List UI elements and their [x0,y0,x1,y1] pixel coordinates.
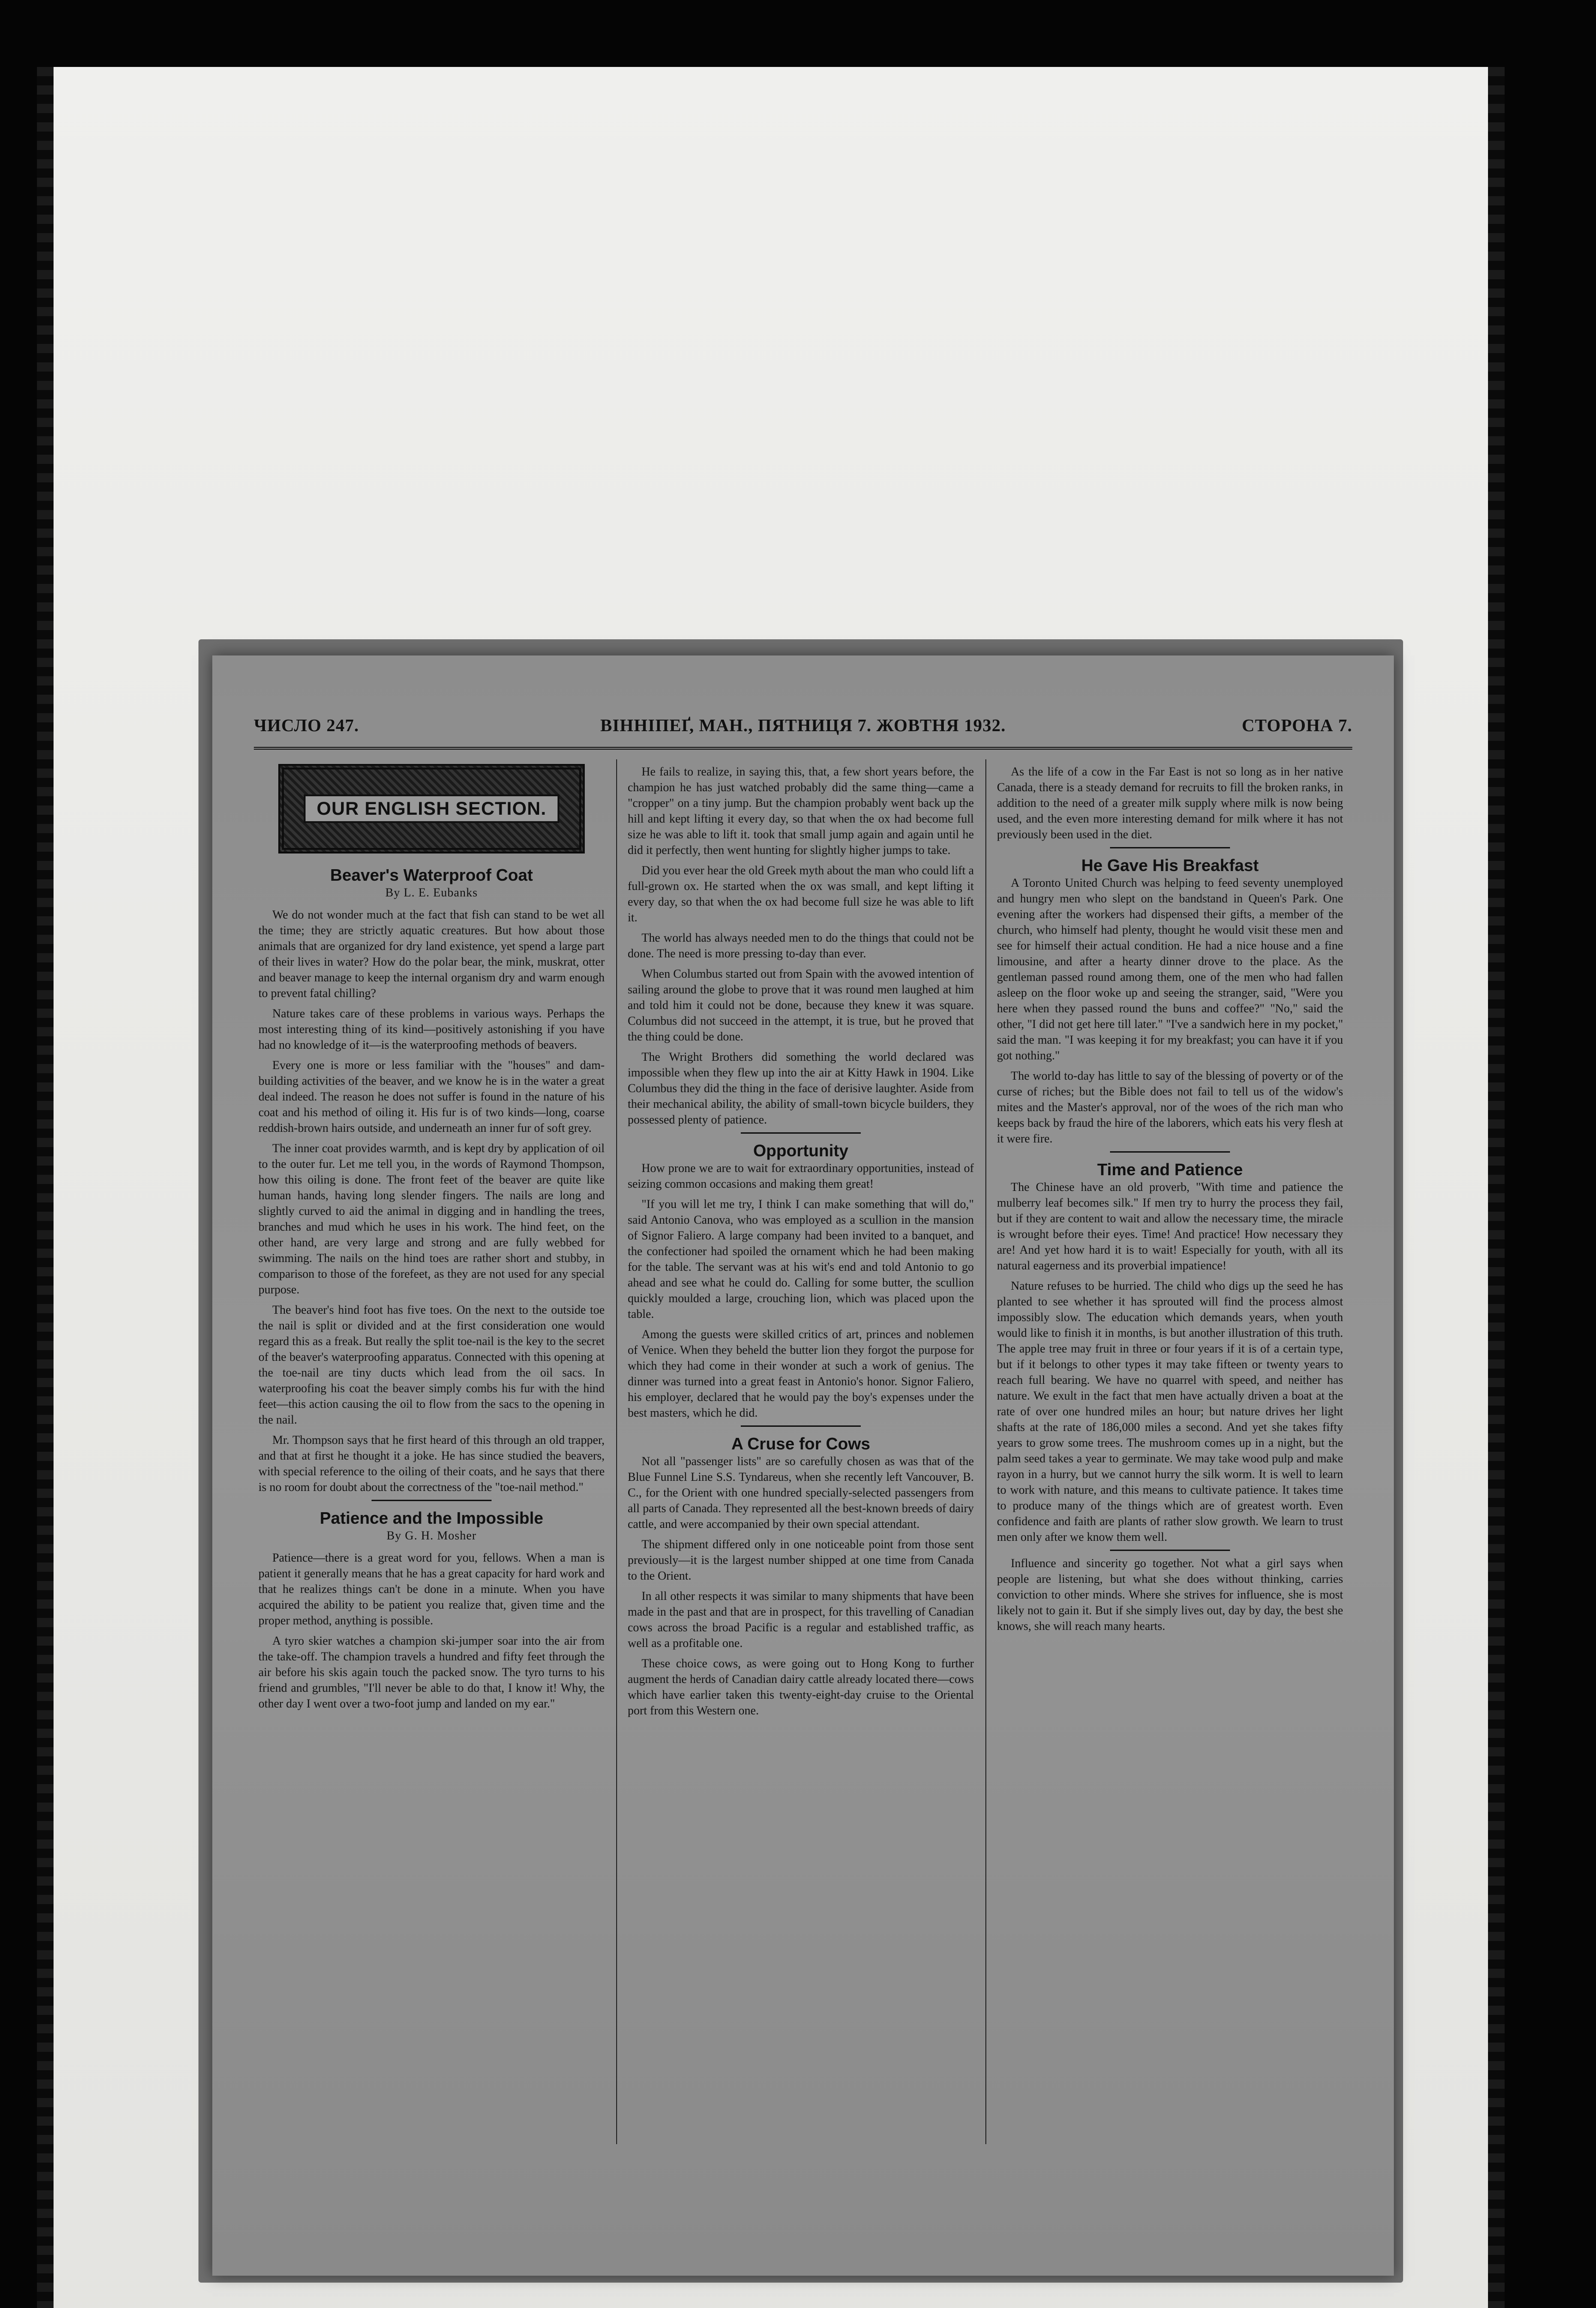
paragraph: These choice cows, as were going out to Hong Kong to further augment the herds of Canadian dairy cattle already located there—cows which have earlier taken this twenty-eight-day cruise to the Oriental port from this Western one. [628,1657,974,1717]
paragraph: Influence and sincerity go together. Not what a girl says when people are listening, but what she does without thinking, carries conviction to other minds. Where she strives for influence, she is most likely not to gain it. But if she simply lives out, day by day, the best she knows, she will reach many hearts. [997,1557,1343,1633]
paragraph: As the life of a cow in the Far East is not so long as in her native Canada, there is a steady demand for recruits to fill the broken ranks, in addition to the need of a greater milk supply where milk is now being used, and the even more interesting demand for milk where it has not previously been used in the diet. [997,765,1343,841]
section-banner [278,764,585,853]
article-byline: By L. E. Eubanks [385,886,478,899]
paragraph: The inner coat provides warmth, and is kept dry by application of oil to the outer fur. Let me tell you, in the words of Raymond Thompson, how this oiling is done. The front feet of the beaver are quite like human hands, having long slender fingers. The nails are long and slightly curved to aid the animal in digging and in handling the trees, branches and mud which he uses in his work. The hind feet, on the other hand, are very large and strong and are fully webbed for swimming. The nails on the hind toes are rather short and stubby, in comparison to those of the forefeet, as they are not used for any special purpose. [258,1142,605,1296]
paragraph: The Wright Brothers did something the world declared was impossible when they flew up into the air at Kitty Hawk in 1904. Like Columbus they did the thing in the face of derisive laughter. Aside from their mechanical ability, the ability of small-town bicycle builders, they possessed plenty of patience. [628,1050,974,1126]
paragraph: A Toronto United Church was helping to feed seventy unemployed and hungry men who slept on the bandstand in Queen's Park. One evening after the workers had dispensed their gifts, a member of the church, who himself had plenty, thought he would visit these men and see for himself their actual condition. He had a nice house and a fine limousine, and after a hearty dinner drove to the place. As the gentleman passed round among them, one of the men who had fallen asleep on the floor woke up and seeing the stranger, said, "Were you here when they passed round the buns and coffee?" "No," said the other, "I did not get here till later." "I've a sandwich here in my pocket," said the man. "I was keeping it for my breakfast; you can have it if you got nothing." [997,876,1343,1062]
paragraph: A tyro skier watches a champion ski-jumper soar into the air from the take-off. The champion travels a hundred and fifty feet through the air before his skis again touch the packed snow. The tyro turns to his friend and grumbles, "I'll never be able to do that, I know it! Why, the other day I went over a two-foot jump and landed on my ear." [258,1634,605,1710]
article-title: A Cruse for Cows [731,1434,870,1453]
film-edge-right [1488,67,1505,2308]
paragraph: The shipment differed only in one noticeable point from those sent previously—it is the largest number shipped at one time from Canada to the Orient. [628,1538,974,1582]
paragraph: The Chinese have an old proverb, "With time and patience the mulberry leaf becomes silk." If men try to hurry the process they fail, but if they are content to wait and allow the necessary time, the miracle is wrought before their eyes. Time! And practice! How necessary they are! And yet how hard it is to wait! Especially for youth, with all its natural eagerness and its proverbial impatience! [997,1180,1343,1272]
column-3 [997,764,1343,1639]
paragraph: The beaver's hind foot has five toes. On the next to the outside toe the nail is split or divided and at the first consideration one would regard this as a freak. But really the split toe-nail is the key to the secret of the beaver's waterproofing apparatus. Connected with this opening at the toe-nail are tiny ducts which lead from the oil sacs. In waterproofing his coat the beaver simply combs his fur with the hind feet—this action causing the oil to flow from the sacs to the opening in the nail. [258,1303,605,1426]
paragraph: The world has always needed men to do the things that could not be done. The need is more pressing to-day than ever. [628,931,974,960]
paragraph: How prone we are to wait for extraordinary opportunities, instead of seizing common occasions and making them great! [628,1161,974,1190]
article-title: Patience and the Impossible [319,1509,544,1527]
article-title: Opportunity [753,1141,848,1160]
paragraph: Nature refuses to be hurried. The child who digs up the seed he has planted to see whether it has sprouted will find the process almost impossibly slow. The education which demands years, when youth would like to finish it in months, is but another illustration of this truth. The apple tree may fruit in three or four years if it is of a certain type, but if it belongs to other types it may take fifteen or twenty years to reach full bearing. We have no quarrel with speed, and neither has nature. We exult in the fact that men have actually driven a boat at the rate of over one hundred miles an hour; but nature drives her light shafts at the rate of 186,000 miles a second. And yet she takes fifty years to grow some trees. The mushroom comes up in a night, but the palm seed takes a year to germinate. We may take wood pulp and make rayon in a hurry, but we cannot hurry the silk worm. It is well to learn to work with nature, and this means to cultivate patience. It takes time to produce many of the things which are of greatest worth. Even confidence and faith are plants of rather slow growth. We learn to trust men only after we know them well. [997,1279,1343,1544]
page-header [254,715,1352,743]
separator [1110,1151,1230,1153]
film-edge-left [37,67,54,2308]
separator [741,1425,861,1427]
separator [372,1500,492,1501]
paragraph: We do not wonder much at the fact that fish can stand to be wet all the time; they are strictly aquatic creatures. But how about those animals that are organized for dry land existence, yet spend a large part of their lives in water? How do the polar bear, the mink, muskrat, otter and beaver manage to keep the internal organism dry and warm enough to prevent fatal chilling? [258,908,605,1000]
paragraph: In all other respects it was similar to many shipments that have been made in the past and that are in prospect, for this travelling of Canadian cows across the broad Pacific is a regular and established traffic, as well as a profitable one. [628,1589,974,1650]
paragraph: Every one is more or less familiar with the "houses" and dam-building activities of the beaver, and we know he is in the water a great deal indeed. The reason he does not suffer is found in the nature of his coat and his method of oiling it. His fur is of two kinds—long, coarse reddish-brown hairs outside, and underneath an inner fur of soft grey. [258,1058,605,1135]
column-2 [628,764,974,1723]
separator [1110,1550,1230,1551]
column-divider [985,759,986,2144]
newspaper-page [212,655,1394,2276]
issue-number: ЧИСЛО 247. [254,716,359,735]
column-divider [616,759,617,2144]
column-1 [258,764,605,1716]
header-rule [254,747,1352,750]
paragraph: Among the guests were skilled critics of art, princes and noblemen of Venice. When they beheld the butter lion they forgot the purpose for which they had come in their wonder at such a work of genius. The dinner was turned into a great feast in Antonio's honor. Signor Faliero, his employer, declared that he would pay the boy's expenses under the best masters, which he did. [628,1328,974,1419]
paragraph: Mr. Thompson says that he first heard of this through an old trapper, and that at first he thought it a joke. He has since studied the beavers, with special reference to the oiling of their coats, and he says that there is no room for doubt about the correctness of the "toe-nail method." [258,1433,605,1494]
paragraph: Not all "passenger lists" are so carefully chosen as was that of the Blue Funnel Line S.S. Tyndareus, when she recently left Vancouver, B. C., for the Orient with one hundred specially-selected passengers from all parts of Canada. They represented all the best-known breeds of dairy cattle, and were accompanied by their own special attendant. [628,1455,974,1531]
article-title: Beaver's Waterproof Coat [330,866,533,884]
separator [741,1132,861,1134]
dateline: ВІННІПЕҐ, МАН., ПЯТНИЦЯ 7. ЖОВТНЯ 1932. [600,716,1006,735]
paragraph: When Columbus started out from Spain with the avowed intention of sailing around the globe to prove that it was round men laughed at him and told him it could not be done, because they knew it was square. Columbus did not succeed in the attempt, it is true, but he proved that the thing could be done. [628,967,974,1043]
paragraph: He fails to realize, in saying this, that, a few short years before, the champion he has just watched probably did the same thing—came a "cropper" on a tiny jump. But the champion probably went back up the hill and kept lifting it every day, so that when the ox had become full size he was able to lift it. took that small jump again and again until he did it perfectly, then went hunting for slightly higher jumps to take. [628,765,974,857]
article-title: He Gave His Breakfast [1081,856,1259,875]
article-title: Time and Patience [1097,1160,1243,1179]
section-banner-title: OUR ENGLISH SECTION. [304,794,559,823]
paragraph: Patience—there is a great word for you, fellows. When a man is patient it generally means that he has a great capacity for hard work and that he realizes things can't be done in a minute. When you have acquired the ability to be patient you realize that, given time and the proper method, anything is possible. [258,1551,605,1627]
paragraph: The world to-day has little to say of the blessing of poverty or of the curse of riches; but the Bible does not fail to tell us of the widow's mites and the Master's approval, nor of the woes of the rich man who keeps back by fraud the hire of the laborers, which eats his very flesh at it were fire. [997,1069,1343,1145]
paragraph: "If you will let me try, I think I can make something that will do," said Antonio Canova, who was employed as a scullion in the mansion of Signor Faliero. A large company had been invited to a banquet, and the confectioner had spoiled the ornament which he had been making for the table. The servant was at his wit's end and told Antonio to go ahead and see what he could do. Calling for some butter, the scullion quickly moulded a large, crouching lion, which was placed upon the table. [628,1197,974,1321]
page-number: СТОРОНА 7. [1242,716,1352,735]
paragraph: Nature takes care of these problems in various ways. Perhaps the most interesting thing of its kind—positively astonishing if you have had no knowledge of it—is the waterproofing methods of beavers. [258,1007,605,1052]
separator [1110,847,1230,848]
paragraph: Did you ever hear the old Greek myth about the man who could lift a full-grown ox. He started when the ox was small, and kept lifting it every day, so that when the ox had become full size he was able to lift it. [628,864,974,924]
article-byline: By G. H. Mosher [386,1529,477,1542]
